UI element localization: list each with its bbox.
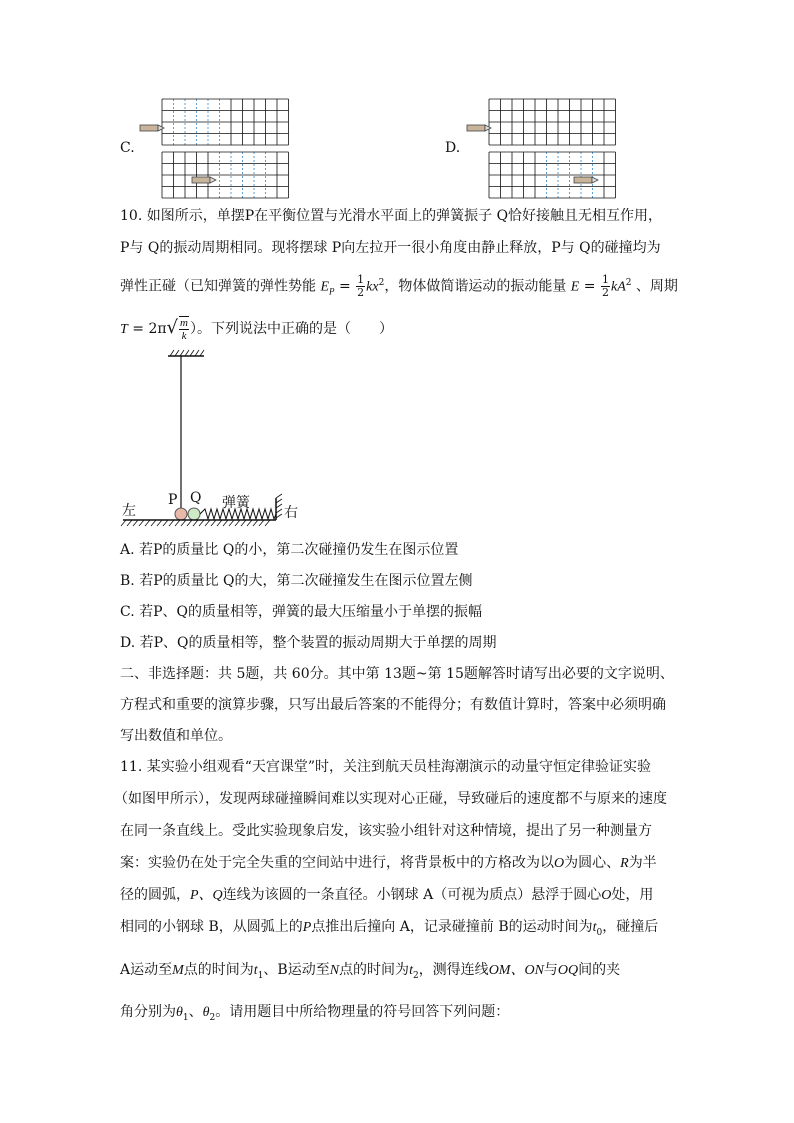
q11-line-4: 案：实验仍在处于完全失重的空间站中进行，将背景板中的方格改为以O为圆心、R为半 xyxy=(120,855,657,871)
label-p: P xyxy=(168,492,178,508)
label-right: 右 xyxy=(284,505,298,521)
q10-choice-b: B. 若P的质量比 Q的大，第二次碰撞发生在图示位置左侧 xyxy=(120,573,473,589)
section2-line-2: 方程式和重要的演算步骤，只写出最后答案的不能得分；有数值计算时，答案中必须明确 xyxy=(120,697,666,713)
ball-q xyxy=(188,508,200,520)
q10-line-4: T = 2π√ $\frac{m}{k}$ ）。下列说法中正确的是（ ） xyxy=(120,317,393,342)
q10-choice-a: A. 若P的质量比 Q的小，第二次碰撞仍发生在图示位置 xyxy=(120,542,459,558)
option-c-label: C. xyxy=(120,140,135,156)
q10-choice-d: D. 若P、Q的质量相等，整个装置的振动周期大于单摆的周期 xyxy=(120,635,497,651)
q10-line-2: P与 Q的振动周期相同。现将摆球 P向左拉开一很小角度由静止释放，P与 Q的碰撞均为 xyxy=(120,240,661,256)
option-c-figure xyxy=(135,95,295,200)
q11-line-6: 相同的小钢球 B，从圆弧上的P点推出后撞向 A，记录碰撞前 B的运动时间为$t_0$，碰撞后 xyxy=(120,919,659,938)
q11-line-7: A运动至M点的时间为$t_1$、B运动至N点的时间为$t_2$，测得连线OM、ON与OQ间的夹 xyxy=(120,962,621,981)
pendulum-spring-diagram xyxy=(118,348,308,528)
q11-line-3: 在同一条直线上。受此实验现象启发，该实验小组针对这种情境，提出了另一种测量方 xyxy=(120,823,652,839)
label-spring: 弹簧 xyxy=(222,495,250,511)
q10-line-1: 10. 如图所示，单摆P在平衡位置与光滑水平面上的弹簧振子 Q恰好接触且无相互作用， xyxy=(120,208,663,224)
label-left: 左 xyxy=(122,503,136,519)
q11-line-1: 11. 某实验小组观看“天宫课堂”时，关注到航天员桂海潮演示的动量守恒定律验证实验 xyxy=(120,759,652,775)
option-d-figure xyxy=(462,95,622,200)
q11-line-2: （如图甲所示），发现两球碰撞瞬间难以实现对心正碰，导致碰后的速度都不与原来的速度 xyxy=(114,791,667,807)
section2-line-1: 二、非选择题：共 5题，共 60分。其中第 13题~第 15题解答时请写出必要的文字说明、 xyxy=(120,666,674,682)
q10-line-3: 弹性正碰（已知弹簧的弹性势能 $E_P$ = $\frac{1}{2}$ $kx^2$，物体做简谐运动的振动能量 E = $\frac{1}{2}$ $kA^2$ 、周期 xyxy=(120,273,678,300)
q10-choice-c: C. 若P、Q的质量相等，弹簧的最大压缩量小于单摆的振幅 xyxy=(120,604,483,620)
ball-p xyxy=(175,508,187,520)
q11-line-5: 径的圆弧，P、Q连线为该圆的一条直径。小钢球 A（可视为质点）悬浮于圆心O处，用 xyxy=(120,887,654,903)
q11-line-8: 角分别为$\theta_1$、$\theta_2$。请用题目中所给物理量的符号回答下列问题： xyxy=(120,1004,510,1023)
label-q: Q xyxy=(190,490,202,506)
section2-line-3: 写出数值和单位。 xyxy=(120,728,232,744)
option-d-label: D. xyxy=(445,140,461,156)
ceiling-support xyxy=(168,350,204,356)
